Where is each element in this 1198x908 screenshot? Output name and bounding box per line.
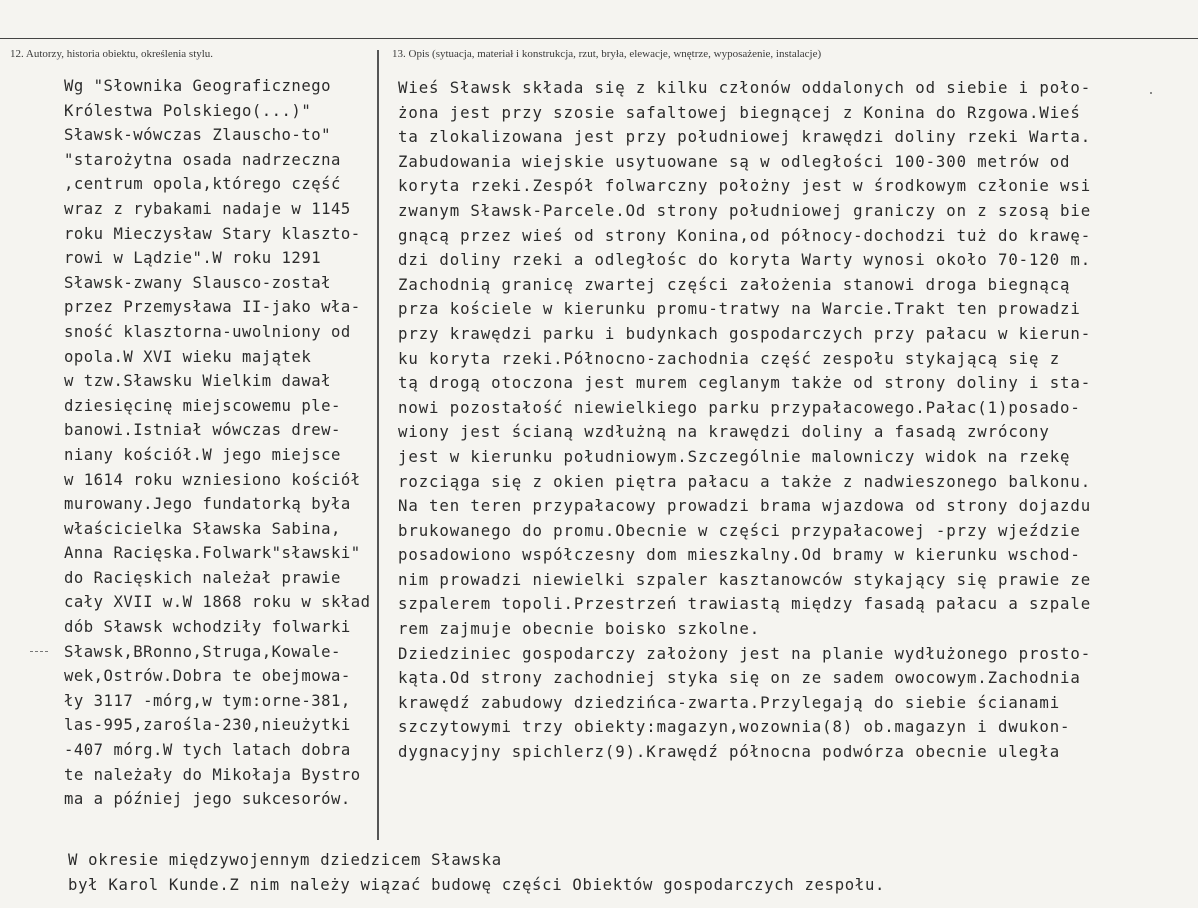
section-header-description: 13. Opis (sytuacja, materiał i konstrukcja, rzut, bryła, elewacje, wnętrze, wyposażenie, instalacje) <box>392 48 822 60</box>
history-text-line: ma a później jego sukcesorów. <box>64 790 351 809</box>
history-text-line: las-995,zarośla-230,nieużytki <box>64 716 351 735</box>
description-text-line: Wieś Sławsk składa się z kilku członów oddalonych od siebie i poło- <box>398 78 1092 97</box>
history-text-line: cały XVII w.W 1868 roku w skład <box>64 593 371 612</box>
description-text-line: zwanym Sławsk-Parcele.Od strony południowej graniczy on z szosą bie <box>398 200 1092 220</box>
description-text-line: gnącą przez wieś od strony Konina,od północy-dochodzi tuż do krawę- <box>398 225 1092 245</box>
history-text-line: dziesięcinę miejscowemu ple- <box>64 396 341 415</box>
description-text-line: ku koryta rzeki.Północno-zachodnia część zespołu stykającą się z <box>398 348 1061 368</box>
description-text-line: szpalerem topoli.Przestrzeń trawiastą między fasadą pałacu a szpale <box>398 594 1092 614</box>
history-text-line: Królestwa Polskiego(...)" <box>64 101 312 120</box>
bottom-continuation-text <box>68 848 885 897</box>
history-text-line: rowi w Lądzie".W roku 1291 <box>64 249 322 268</box>
history-text-column <box>64 74 371 812</box>
description-text-line: szczytowymi trzy obiekty:magazyn,wozownia(8) ob.magazyn i dwukon- <box>398 717 1071 737</box>
history-text-line: "starożytna osada nadrzeczna <box>64 150 341 169</box>
scan-mark <box>30 651 48 653</box>
history-text-line: przez Przemysława II-jako wła- <box>64 298 361 317</box>
top-rule <box>0 38 1198 39</box>
description-text-line: brukowanego do promu.Obecnie w części przypałacowej -przy wjeździe <box>398 520 1081 540</box>
description-text-line: nowi pozostałość niewielkiego parku przypałacowego.Pałac(1)posado- <box>398 397 1081 417</box>
continuation-text-line: był Karol Kunde.Z nim należy wiązać budowę części Obiektów gospodarczych zespołu. <box>68 875 886 894</box>
description-text-line: dygnacyjny spichlerz(9).Krawędź północna podwórza obecnie uległa <box>398 742 1061 762</box>
description-text-line: rozciąga się z okien piętra pałacu a także z nadwieszonego balkonu. <box>398 471 1092 491</box>
history-text-line: właścicielka Sławska Sabina, <box>64 519 341 538</box>
description-text-column <box>398 76 1091 765</box>
history-text-line: ,centrum opola,którego część <box>64 175 341 194</box>
description-text-line: prza kościele w kierunku promu-tratwy na Warcie.Trakt ten prowadzi <box>398 299 1081 319</box>
description-text-line: Zachodnią granicę zwartej części założenia stanowi droga biegnącą <box>398 274 1071 294</box>
history-text-line: te należały do Mikołaja Bystro <box>64 765 361 784</box>
history-text-line: niany kościół.W jego miejsce <box>64 445 341 464</box>
column-divider <box>377 50 379 840</box>
history-text-line: w tzw.Sławsku Wielkim dawał <box>64 372 331 391</box>
description-text-line: przy krawędzi parku i budynkach gospodarczych przy pałacu w kierun- <box>398 323 1092 343</box>
description-text-line: dzi doliny rzeki a odległośc do koryta Warty wynosi około 70-120 m. <box>398 250 1092 270</box>
history-text-line: dób Sławsk wchodziły folwarki <box>64 618 351 637</box>
history-text-line: -407 mórg.W tych latach dobra <box>64 741 351 760</box>
history-text-line: Wg "Słownika Geograficznego <box>64 77 331 95</box>
description-text-line: jest w kierunku południowym.Szczególnie malowniczy widok na rzekę <box>398 446 1071 466</box>
history-text-line: banowi.Istniał wówczas drew- <box>64 421 341 440</box>
description-text-line: rem zajmuje obecnie boisko szkolne. <box>398 619 761 639</box>
description-text-line: posadowiono współczesny dom mieszkalny.Od bramy w kierunku wschod- <box>398 545 1081 565</box>
history-text-line: sność klasztorna-uwolniony od <box>64 322 351 341</box>
continuation-text-line: W okresie międzywojennym dziedzicem Sławska <box>68 851 502 869</box>
history-text-line: roku Mieczysław Stary klaszto- <box>64 224 361 243</box>
history-text-line: murowany.Jego fundatorką była <box>64 495 351 514</box>
description-text-line: tą drogą otoczona jest murem ceglanym także od strony doliny i sta- <box>398 373 1092 393</box>
description-text-line: kąta.Od strony zachodniej styka się on ze sadem owocowym.Zachodnia <box>398 668 1081 688</box>
history-text-line: opola.W XVI wieku majątek <box>64 347 312 366</box>
history-text-line: wraz z rybakami nadaje w 1145 <box>64 199 351 218</box>
history-text-line: wek,Ostrów.Dobra te obejmowa- <box>64 667 351 686</box>
description-text-line: żona jest przy szosie safaltowej biegnącej z Konina do Rzgowa.Wieś <box>398 102 1081 122</box>
description-text-line: ta zlokalizowana jest przy południowej krawędzi doliny rzeki Warta. <box>398 127 1092 147</box>
description-text-line: Na ten teren przypałacowy prowadzi brama wjazdowa od strony dojazdu <box>398 496 1092 516</box>
scan-speck <box>1150 92 1152 94</box>
description-text-line: Zabudowania wiejskie usytuowane są w odległości 100-300 metrów od <box>398 151 1071 171</box>
description-text-line: wiony jest ścianą wzdłużną na krawędzi doliny a fasadą zwrócony <box>398 422 1050 442</box>
description-text-line: krawędź zabudowy dziedzińca-zwarta.Przylegają do siebie ścianami <box>398 692 1061 712</box>
description-text-line: koryta rzeki.Zespół folwarczny położny jest w środkowym członie wsi <box>398 176 1092 196</box>
section-header-authors: 12. Autorzy, historia obiektu, określenia stylu. <box>10 48 214 60</box>
history-text-line: do Racięskich należał prawie <box>64 568 341 587</box>
history-text-line: w 1614 roku wzniesiono kościół <box>64 470 361 489</box>
description-text-line: Dziedziniec gospodarczy założony jest na planie wydłużonego prosto- <box>398 643 1092 663</box>
description-text-line: nim prowadzi niewielki szpaler kasztanowców stykający się prawie ze <box>398 569 1092 589</box>
history-text-line: Sławsk-wówczas Zlauscho-to" <box>64 126 331 145</box>
history-text-line: Anna Racięska.Folwark"sławski" <box>64 544 361 563</box>
history-text-line: ły 3117 -mórg,w tym:orne-381, <box>64 691 351 710</box>
history-text-line: Sławsk-zwany Slausco-został <box>64 273 331 292</box>
history-text-line: Sławsk,BRonno,Struga,Kowale- <box>64 642 341 661</box>
